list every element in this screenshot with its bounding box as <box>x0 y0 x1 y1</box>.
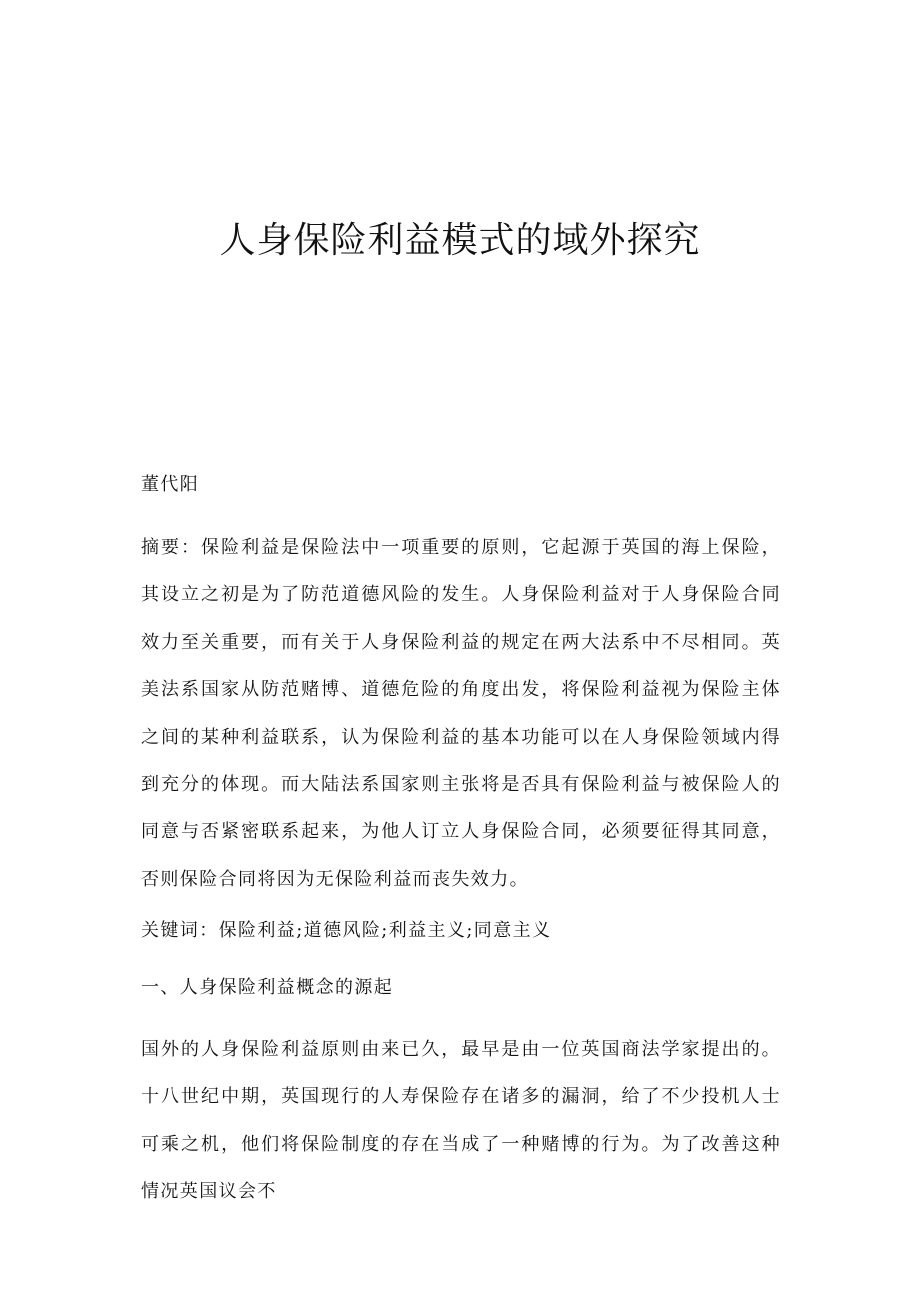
document-title: 人身保险利益模式的域外探究 <box>219 220 701 261</box>
body-paragraph: 国外的人身保险利益原则由来已久，最早是由一位英国商法学家提出的。十八世纪中期，英国现行的人寿保险存在诸多的漏洞，给了不少投机人士可乘之机，他们将保险制度的存在当成了一种赌博的行为。为了改善这种情况英国议会不 <box>141 1039 781 1203</box>
keywords-line: 关键词：保险利益;道德风险;利益主义;同意主义 <box>141 920 552 941</box>
author-name: 董代阳 <box>141 474 200 495</box>
section-heading: 一、人身保险利益概念的源起 <box>141 977 394 998</box>
abstract-paragraph: 摘要：保险利益是保险法中一项重要的原则，它起源于英国的海上保险，其设立之初是为了防范道德风险的发生。人身保险利益对于人身保险合同效力至关重要，而有关于人身保险利益的规定在两大法系中不尽相同。英美法系国家从防范赌博、道德危险的角度出发，将保险利益视为保险主体之间的某种利益联系，认为保险利益的基本功能可以在人身保险领域内得到充分的体现。而大陆法系国家则主张将是否具有保险利益与被保险人的同意与否紧密联系起来，为他人订立人身保险合同，必须要征得其同意，否则保险合同将因为无保险利益而丧失效力。 <box>141 537 781 890</box>
